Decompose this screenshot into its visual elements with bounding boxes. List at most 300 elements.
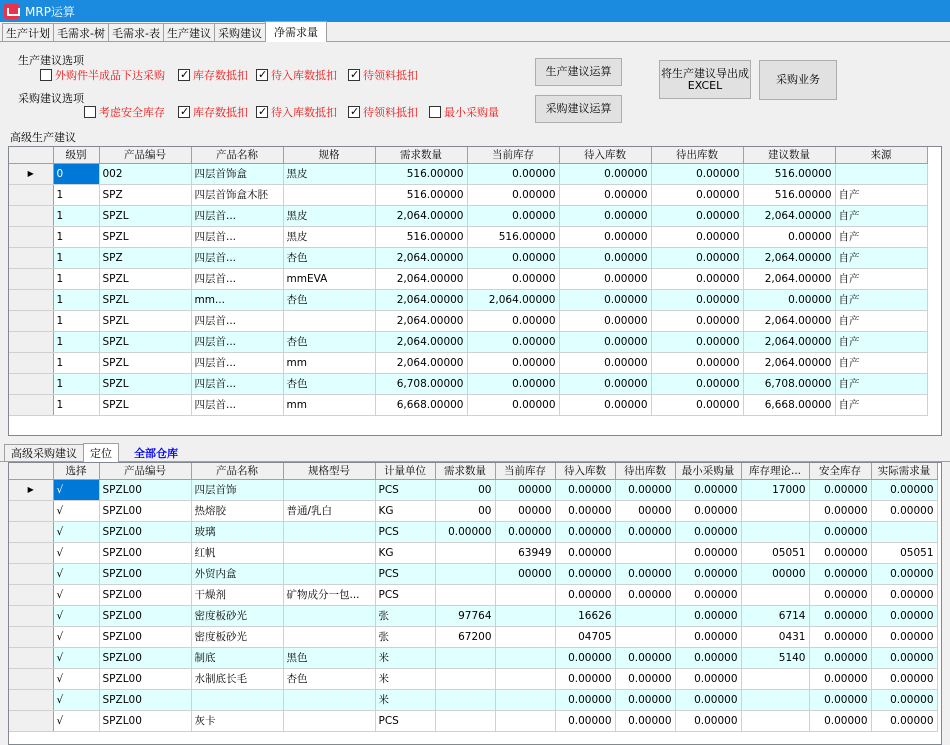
table-cell[interactable]: 0.00000 [615,479,675,500]
table-cell[interactable] [283,521,375,542]
column-header[interactable]: 安全库存 [809,463,871,479]
table-cell[interactable]: 四层首... [191,310,283,331]
table-cell[interactable]: 黑色 [283,647,375,668]
table-cell[interactable]: 0.00000 [559,205,651,226]
table-row[interactable] [9,689,937,710]
row-header[interactable]: ▶ [9,479,53,500]
table-row[interactable] [9,542,937,563]
table-cell[interactable]: 0.00000 [555,563,615,584]
row-header[interactable] [9,394,53,415]
table-cell[interactable]: 四层首... [191,352,283,373]
table-cell[interactable] [835,163,927,184]
table-cell[interactable] [435,710,495,731]
table-row[interactable] [9,605,937,626]
table-cell[interactable]: SPZL00 [99,500,191,521]
table-cell[interactable]: 0.00000 [871,479,937,500]
table-cell[interactable]: 自产 [835,184,927,205]
table-cell[interactable]: SPZL [99,226,191,247]
table-cell[interactable]: mm [283,394,375,415]
table-cell[interactable]: 0.00000 [559,226,651,247]
option-pending-issue-deduct-purchase[interactable]: ✓ 待领料抵扣 [348,104,418,120]
table-cell[interactable]: 0.00000 [675,605,741,626]
table-cell[interactable]: 0.00000 [495,521,555,542]
table-cell[interactable] [283,710,375,731]
table-cell[interactable]: KG [375,542,435,563]
column-header[interactable]: 建议数量 [743,147,835,163]
table-cell[interactable] [741,500,809,521]
column-header[interactable]: 计量单位 [375,463,435,479]
checkbox[interactable] [178,69,190,81]
table-cell[interactable]: 00000 [741,563,809,584]
table-cell[interactable]: 0.00000 [467,268,559,289]
table-cell[interactable]: 0.00000 [555,500,615,521]
table-row[interactable] [9,563,937,584]
production-grid[interactable] [8,146,942,436]
table-cell[interactable]: 制底 [191,647,283,668]
table-cell[interactable] [495,584,555,605]
table-row[interactable] [9,584,937,605]
option-stock-deduct-purchase[interactable]: ✓ 库存数抵扣 [178,104,248,120]
table-cell[interactable]: 0.00000 [809,584,871,605]
row-header[interactable] [9,584,53,605]
purchase-advice-calc-button[interactable]: 采购建议运算 [535,95,622,123]
table-cell[interactable]: 516.00000 [375,184,467,205]
checkbox[interactable] [84,106,96,118]
table-cell[interactable]: 2,064.00000 [743,331,835,352]
table-cell[interactable]: 1 [53,226,99,247]
tab-production-plan[interactable]: 生产计划 [2,23,54,41]
table-cell[interactable]: 00 [435,500,495,521]
table-cell[interactable]: 516.00000 [467,226,559,247]
table-cell[interactable]: 0.00000 [743,226,835,247]
table-cell[interactable]: mmEVA [283,268,375,289]
table-cell[interactable]: 0.00000 [467,394,559,415]
table-cell[interactable]: 0.00000 [615,563,675,584]
option-safety-stock[interactable]: 考虑安全库存 [84,104,165,120]
table-row[interactable] [9,289,927,310]
row-header[interactable] [9,521,53,542]
tab-gross-demand-table[interactable]: 毛需求-表 [108,23,164,41]
table-cell[interactable]: 米 [375,647,435,668]
table-cell[interactable]: 张 [375,605,435,626]
table-cell[interactable]: 0.00000 [435,521,495,542]
table-cell[interactable]: 0.00000 [651,163,743,184]
tab-purchase-advice[interactable]: 采购建议 [214,23,266,41]
select-checkbox[interactable]: √ [53,626,99,647]
table-cell[interactable]: SPZL00 [99,479,191,500]
table-cell[interactable]: 杏色 [283,331,375,352]
table-cell[interactable]: 0.00000 [467,331,559,352]
table-cell[interactable]: 17000 [741,479,809,500]
row-header[interactable] [9,542,53,563]
table-cell[interactable]: 普通/乳白 [283,500,375,521]
table-cell[interactable]: SPZL [99,310,191,331]
table-cell[interactable]: 0.00000 [467,373,559,394]
column-header[interactable]: 最小采购量 [675,463,741,479]
table-cell[interactable]: SPZL [99,289,191,310]
table-cell[interactable]: 黑皮 [283,226,375,247]
table-row[interactable] [9,268,927,289]
column-header[interactable]: 待出库数 [651,147,743,163]
row-header[interactable] [9,647,53,668]
table-cell[interactable]: 05051 [741,542,809,563]
table-cell[interactable]: 0.00000 [651,247,743,268]
table-cell[interactable] [871,521,937,542]
table-cell[interactable]: 2,064.00000 [743,352,835,373]
table-row[interactable] [9,626,937,647]
table-row[interactable] [9,184,927,205]
column-header[interactable]: 当前库存 [495,463,555,479]
table-cell[interactable]: 0.00000 [559,163,651,184]
table-cell[interactable]: 0.00000 [555,710,615,731]
table-cell[interactable] [435,668,495,689]
table-cell[interactable]: 自产 [835,205,927,226]
table-cell[interactable]: 0 [53,163,99,184]
table-cell[interactable]: SPZL00 [99,710,191,731]
table-cell[interactable]: 0.00000 [651,226,743,247]
table-cell[interactable]: 0.00000 [809,542,871,563]
table-cell[interactable]: 自产 [835,352,927,373]
table-cell[interactable]: 密度板砂光 [191,626,283,647]
table-cell[interactable]: 0.00000 [651,268,743,289]
row-header[interactable] [9,626,53,647]
table-cell[interactable]: 516.00000 [743,184,835,205]
table-cell[interactable]: SPZL00 [99,689,191,710]
table-cell[interactable]: 黑皮 [283,163,375,184]
table-cell[interactable] [283,563,375,584]
column-header[interactable]: 待出库数 [615,463,675,479]
table-cell[interactable]: 密度板砂光 [191,605,283,626]
table-cell[interactable]: 0.00000 [743,289,835,310]
table-cell[interactable]: 1 [53,289,99,310]
table-cell[interactable]: 0.00000 [467,247,559,268]
table-cell[interactable]: 0.00000 [651,352,743,373]
tab-production-advice[interactable]: 生产建议 [163,23,215,41]
column-header[interactable]: 规格型号 [283,463,375,479]
table-cell[interactable]: 0.00000 [651,184,743,205]
table-cell[interactable]: 0.00000 [675,479,741,500]
table-cell[interactable] [615,542,675,563]
table-cell[interactable]: 0.00000 [615,710,675,731]
table-cell[interactable]: 0.00000 [871,710,937,731]
column-header[interactable]: 规格 [283,147,375,163]
table-cell[interactable]: 002 [99,163,191,184]
table-row[interactable] [9,394,927,415]
table-cell[interactable]: 0.00000 [871,500,937,521]
table-cell[interactable] [283,310,375,331]
table-cell[interactable]: 0.00000 [559,352,651,373]
option-pending-issue-deduct[interactable]: ✓ 待领料抵扣 [348,67,418,83]
table-cell[interactable] [495,605,555,626]
row-header[interactable] [9,184,53,205]
table-cell[interactable] [741,689,809,710]
table-cell[interactable]: 00000 [495,479,555,500]
table-cell[interactable]: 灰卡 [191,710,283,731]
row-header[interactable] [9,289,53,310]
table-cell[interactable]: 516.00000 [375,163,467,184]
table-cell[interactable]: 0.00000 [809,479,871,500]
table-cell[interactable]: 0.00000 [615,584,675,605]
table-cell[interactable]: 黑皮 [283,205,375,226]
table-cell[interactable]: 四层首饰盒木胚 [191,184,283,205]
table-cell[interactable]: 2,064.00000 [375,310,467,331]
row-header[interactable] [9,605,53,626]
table-cell[interactable]: 516.00000 [375,226,467,247]
column-header[interactable]: 产品编号 [99,463,191,479]
select-checkbox[interactable]: √ [53,500,99,521]
table-cell[interactable]: 2,064.00000 [743,268,835,289]
table-cell[interactable]: 2,064.00000 [743,205,835,226]
table-cell[interactable]: 1 [53,331,99,352]
table-cell[interactable]: 0.00000 [559,310,651,331]
table-cell[interactable]: 杏色 [283,373,375,394]
column-header[interactable]: 实际需求量 [871,463,937,479]
table-cell[interactable]: 2,064.00000 [467,289,559,310]
column-header[interactable]: 来源 [835,147,927,163]
table-cell[interactable] [283,184,375,205]
table-cell[interactable]: 1 [53,373,99,394]
table-cell[interactable]: 6,668.00000 [743,394,835,415]
table-cell[interactable] [495,668,555,689]
tab-gross-demand-tree[interactable]: 毛需求-树 [53,23,109,41]
table-cell[interactable]: 水制底长毛 [191,668,283,689]
table-cell[interactable]: 0.00000 [559,268,651,289]
table-cell[interactable]: 0.00000 [809,626,871,647]
table-cell[interactable]: 0.00000 [675,563,741,584]
checkbox[interactable] [178,106,190,118]
table-cell[interactable]: 米 [375,668,435,689]
column-header[interactable]: 待入库数 [555,463,615,479]
table-cell[interactable]: 四层首... [191,373,283,394]
table-cell[interactable]: 0.00000 [651,373,743,394]
checkbox[interactable] [348,69,360,81]
column-header[interactable]: 产品编号 [99,147,191,163]
column-header[interactable]: 需求数量 [435,463,495,479]
table-cell[interactable]: 0.00000 [675,521,741,542]
tab-locate[interactable]: 定位 [83,443,119,462]
table-cell[interactable]: 05051 [871,542,937,563]
option-stock-deduct[interactable]: ✓ 库存数抵扣 [178,67,248,83]
table-row[interactable] [9,331,927,352]
select-checkbox[interactable]: √ [53,710,99,731]
table-row[interactable] [9,521,937,542]
table-cell[interactable]: 1 [53,247,99,268]
column-header[interactable]: 待入库数 [559,147,651,163]
table-cell[interactable] [741,584,809,605]
table-cell[interactable]: PCS [375,563,435,584]
table-cell[interactable]: 杏色 [283,247,375,268]
table-cell[interactable]: 四层首饰 [191,479,283,500]
table-cell[interactable]: 玻璃 [191,521,283,542]
table-cell[interactable]: 0.00000 [809,710,871,731]
row-header[interactable] [9,268,53,289]
table-cell[interactable] [495,647,555,668]
table-cell[interactable]: 米 [375,689,435,710]
table-cell[interactable]: 0.00000 [615,689,675,710]
table-cell[interactable]: 0.00000 [809,605,871,626]
table-cell[interactable]: 0.00000 [651,394,743,415]
table-cell[interactable]: SPZL [99,268,191,289]
table-cell[interactable]: SPZL [99,331,191,352]
table-cell[interactable]: 0.00000 [555,647,615,668]
row-header[interactable] [9,310,53,331]
table-cell[interactable]: SPZL [99,373,191,394]
table-cell[interactable] [741,710,809,731]
select-checkbox[interactable]: √ [53,521,99,542]
table-cell[interactable]: 四层首... [191,226,283,247]
table-cell[interactable]: SPZL00 [99,626,191,647]
column-header[interactable]: 需求数量 [375,147,467,163]
table-cell[interactable]: 0.00000 [555,542,615,563]
table-cell[interactable]: 0.00000 [615,647,675,668]
table-cell[interactable]: 1 [53,352,99,373]
table-cell[interactable]: 0.00000 [559,373,651,394]
table-cell[interactable] [283,689,375,710]
table-cell[interactable]: 热熔胶 [191,500,283,521]
table-cell[interactable]: 0.00000 [675,584,741,605]
option-min-purchase[interactable]: 最小采购量 [429,104,499,120]
row-header[interactable] [9,563,53,584]
table-cell[interactable]: 自产 [835,289,927,310]
table-cell[interactable]: SPZL00 [99,521,191,542]
table-cell[interactable] [615,626,675,647]
table-cell[interactable]: 6,708.00000 [743,373,835,394]
table-cell[interactable]: 1 [53,205,99,226]
table-cell[interactable]: SPZL00 [99,605,191,626]
table-cell[interactable]: 0.00000 [467,310,559,331]
table-cell[interactable]: 0.00000 [675,668,741,689]
table-cell[interactable]: 2,064.00000 [375,247,467,268]
table-cell[interactable] [741,521,809,542]
table-cell[interactable]: 外贸内盒 [191,563,283,584]
table-cell[interactable]: 0.00000 [555,479,615,500]
table-cell[interactable]: 6,668.00000 [375,394,467,415]
table-cell[interactable]: 00000 [495,563,555,584]
checkbox[interactable] [348,106,360,118]
table-cell[interactable] [495,710,555,731]
table-cell[interactable]: 63949 [495,542,555,563]
table-cell[interactable]: 自产 [835,268,927,289]
table-cell[interactable] [435,689,495,710]
table-cell[interactable] [615,605,675,626]
table-row[interactable] [9,647,937,668]
table-row[interactable] [9,373,927,394]
table-cell[interactable]: 0.00000 [675,626,741,647]
table-cell[interactable]: KG [375,500,435,521]
table-cell[interactable]: SPZL00 [99,668,191,689]
table-cell[interactable]: SPZL00 [99,584,191,605]
table-cell[interactable]: 0.00000 [467,352,559,373]
production-advice-calc-button[interactable]: 生产建议运算 [535,58,622,86]
row-header[interactable] [9,226,53,247]
table-cell[interactable]: SPZL [99,352,191,373]
table-cell[interactable]: SPZL00 [99,647,191,668]
table-cell[interactable]: 2,064.00000 [375,352,467,373]
table-cell[interactable]: 0.00000 [871,647,937,668]
table-cell[interactable] [283,605,375,626]
select-checkbox[interactable]: √ [53,542,99,563]
table-cell[interactable]: PCS [375,521,435,542]
table-cell[interactable]: 矿物成分一包... [283,584,375,605]
table-cell[interactable]: 97764 [435,605,495,626]
table-cell[interactable]: 6714 [741,605,809,626]
table-cell[interactable]: 0.00000 [809,689,871,710]
table-cell[interactable]: 0.00000 [555,689,615,710]
table-cell[interactable]: 0.00000 [871,563,937,584]
table-cell[interactable]: 干燥剂 [191,584,283,605]
table-cell[interactable] [283,626,375,647]
purchase-grid[interactable] [8,462,942,745]
table-cell[interactable]: 0.00000 [559,331,651,352]
table-cell[interactable]: 0.00000 [651,331,743,352]
table-cell[interactable]: 0.00000 [675,647,741,668]
table-cell[interactable]: 00000 [615,500,675,521]
table-cell[interactable]: mm [283,352,375,373]
table-cell[interactable] [191,689,283,710]
checkbox[interactable] [256,106,268,118]
table-cell[interactable]: 1 [53,310,99,331]
table-cell[interactable]: 6,708.00000 [375,373,467,394]
table-cell[interactable]: SPZ [99,247,191,268]
table-cell[interactable] [283,479,375,500]
purchase-business-button[interactable]: 采购业务 [759,60,837,100]
table-cell[interactable] [495,689,555,710]
table-cell[interactable]: 0.00000 [467,205,559,226]
table-cell[interactable]: 1 [53,268,99,289]
select-checkbox[interactable]: √ [53,563,99,584]
table-cell[interactable]: 0.00000 [871,584,937,605]
table-cell[interactable]: 0.00000 [809,500,871,521]
table-cell[interactable] [741,668,809,689]
checkbox[interactable] [429,106,441,118]
table-cell[interactable]: 1 [53,394,99,415]
table-cell[interactable]: 自产 [835,373,927,394]
select-checkbox[interactable]: √ [53,584,99,605]
all-warehouses-link[interactable]: 全部仓库 [134,446,178,460]
table-cell[interactable] [495,626,555,647]
table-cell[interactable]: mm... [191,289,283,310]
table-cell[interactable] [283,542,375,563]
table-cell[interactable]: SPZL [99,205,191,226]
column-header[interactable]: 选择 [53,463,99,479]
table-cell[interactable]: 0.00000 [559,247,651,268]
table-cell[interactable]: 张 [375,626,435,647]
table-cell[interactable] [435,647,495,668]
row-header[interactable] [9,500,53,521]
table-cell[interactable]: 0.00000 [675,689,741,710]
row-header[interactable] [9,205,53,226]
table-row[interactable] [9,479,937,500]
table-row[interactable] [9,310,927,331]
table-cell[interactable]: 自产 [835,331,927,352]
checkbox[interactable] [256,69,268,81]
table-cell[interactable]: 2,064.00000 [743,310,835,331]
row-header[interactable] [9,247,53,268]
table-cell[interactable]: 四层首... [191,247,283,268]
table-cell[interactable]: 2,064.00000 [375,289,467,310]
table-cell[interactable]: PCS [375,479,435,500]
table-cell[interactable]: 自产 [835,226,927,247]
table-cell[interactable]: 0.00000 [871,668,937,689]
table-cell[interactable]: SPZL [99,394,191,415]
table-cell[interactable]: 0.00000 [555,521,615,542]
table-cell[interactable]: 0.00000 [871,626,937,647]
column-header[interactable]: 级别 [53,147,99,163]
table-cell[interactable]: 自产 [835,394,927,415]
table-cell[interactable]: 0.00000 [651,310,743,331]
table-cell[interactable]: 0.00000 [467,184,559,205]
table-cell[interactable]: 0.00000 [651,205,743,226]
